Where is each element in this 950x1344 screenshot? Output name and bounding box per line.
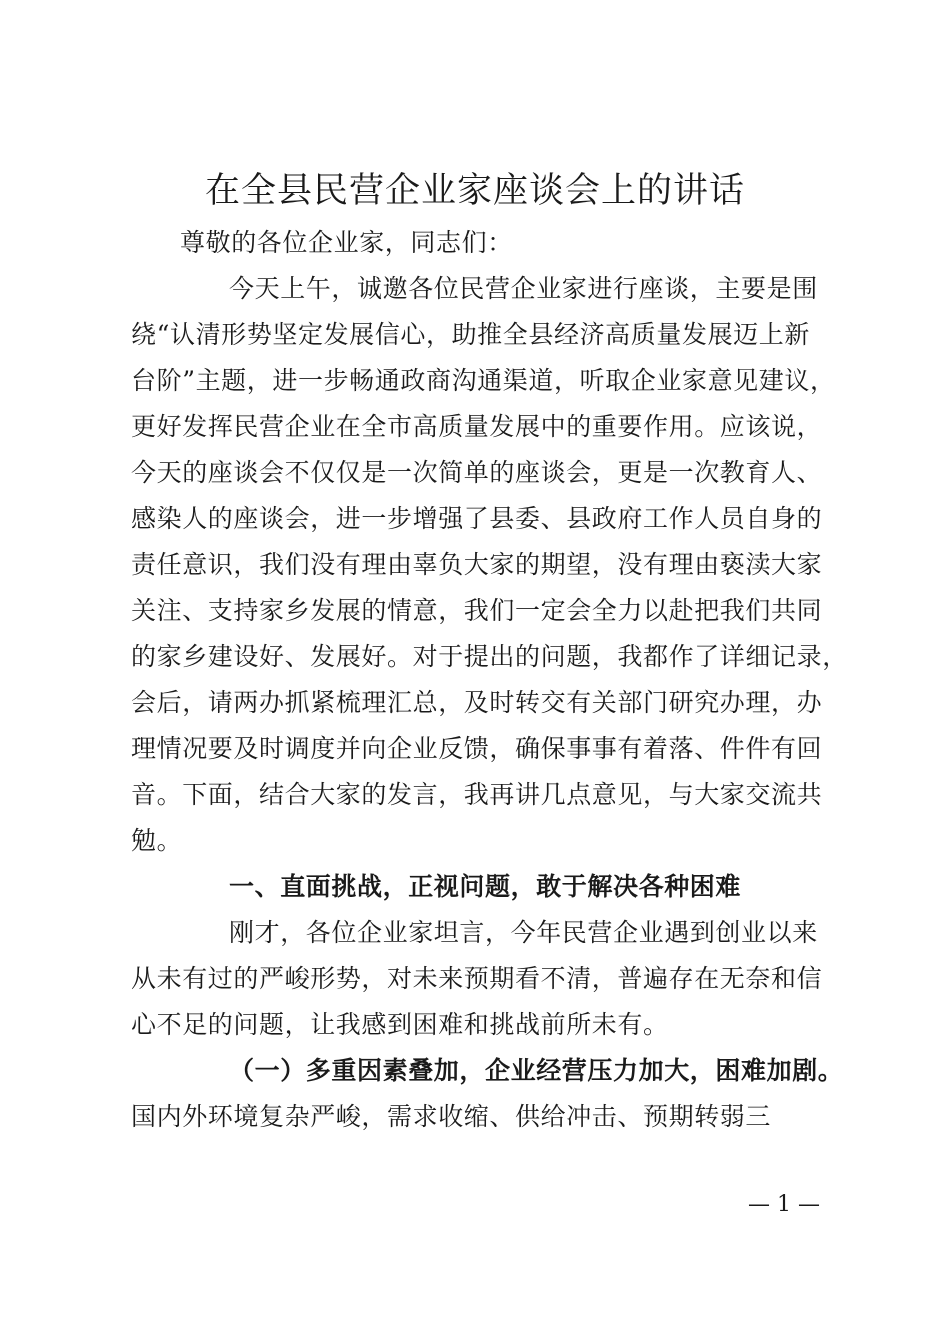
document-title: 在全县民营企业家座谈会上的讲话 [204,171,745,211]
section-heading: 一、直面挑战，正视问题，敢于解决各种困难 [229,872,742,901]
paragraph-line: 今天的座谈会不仅仅是一次简单的座谈会，更是一次教育人、 [131,458,823,487]
paragraph-line: 绕“认清形势坚定发展信心，助推全县经济高质量发展迈上新 [131,320,810,349]
paragraph-line: 刚才，各位企业家坦言，今年民营企业遇到创业以来 [229,918,818,947]
paragraph-line: 从未有过的严峻形势，对未来预期看不清，普遍存在无奈和信 [131,964,823,993]
paragraph-line: 国内外环境复杂严峻，需求收缩、供给冲击、预期转弱三 [131,1102,772,1131]
paragraph-line: 更好发挥民营企业在全市高质量发展中的重要作用。应该说， [131,412,823,441]
greeting: 尊敬的各位企业家，同志们： [180,228,513,257]
paragraph-line: 感染人的座谈会，进一步增强了县委、县政府工作人员自身的 [131,504,823,533]
paragraph-line: 理情况要及时调度并向企业反馈，确保事事有着落、件件有回 [131,734,823,763]
paragraph-line: 关注、支持家乡发展的情意，我们一定会全力以赴把我们共同 [131,596,823,625]
paragraph-line: 台阶”主题，进一步畅通政商沟通渠道，听取企业家意见建议， [131,366,836,395]
paragraph-line: 今天上午，诚邀各位民营企业家进行座谈，主要是围 [229,274,818,303]
paragraph-line: 心不足的问题，让我感到困难和挑战前所未有。 [131,1010,669,1039]
paragraph-line: 的家乡建设好、发展好。对于提出的问题，我都作了详细记录， [131,642,848,671]
paragraph-line: 责任意识，我们没有理由辜负大家的期望，没有理由亵渎大家 [131,550,823,579]
subsection-heading: （一）多重因素叠加，企业经营压力加大，困难加剧。 [229,1056,844,1085]
paragraph-line: 会后，请两办抓紧梳理汇总，及时转交有关部门研究办理，办 [131,688,823,717]
paragraph-line: 勉。 [131,826,183,855]
page-number: — 1 — [748,1192,820,1217]
paragraph-line: 音。下面，结合大家的发言，我再讲几点意见，与大家交流共 [131,780,823,809]
